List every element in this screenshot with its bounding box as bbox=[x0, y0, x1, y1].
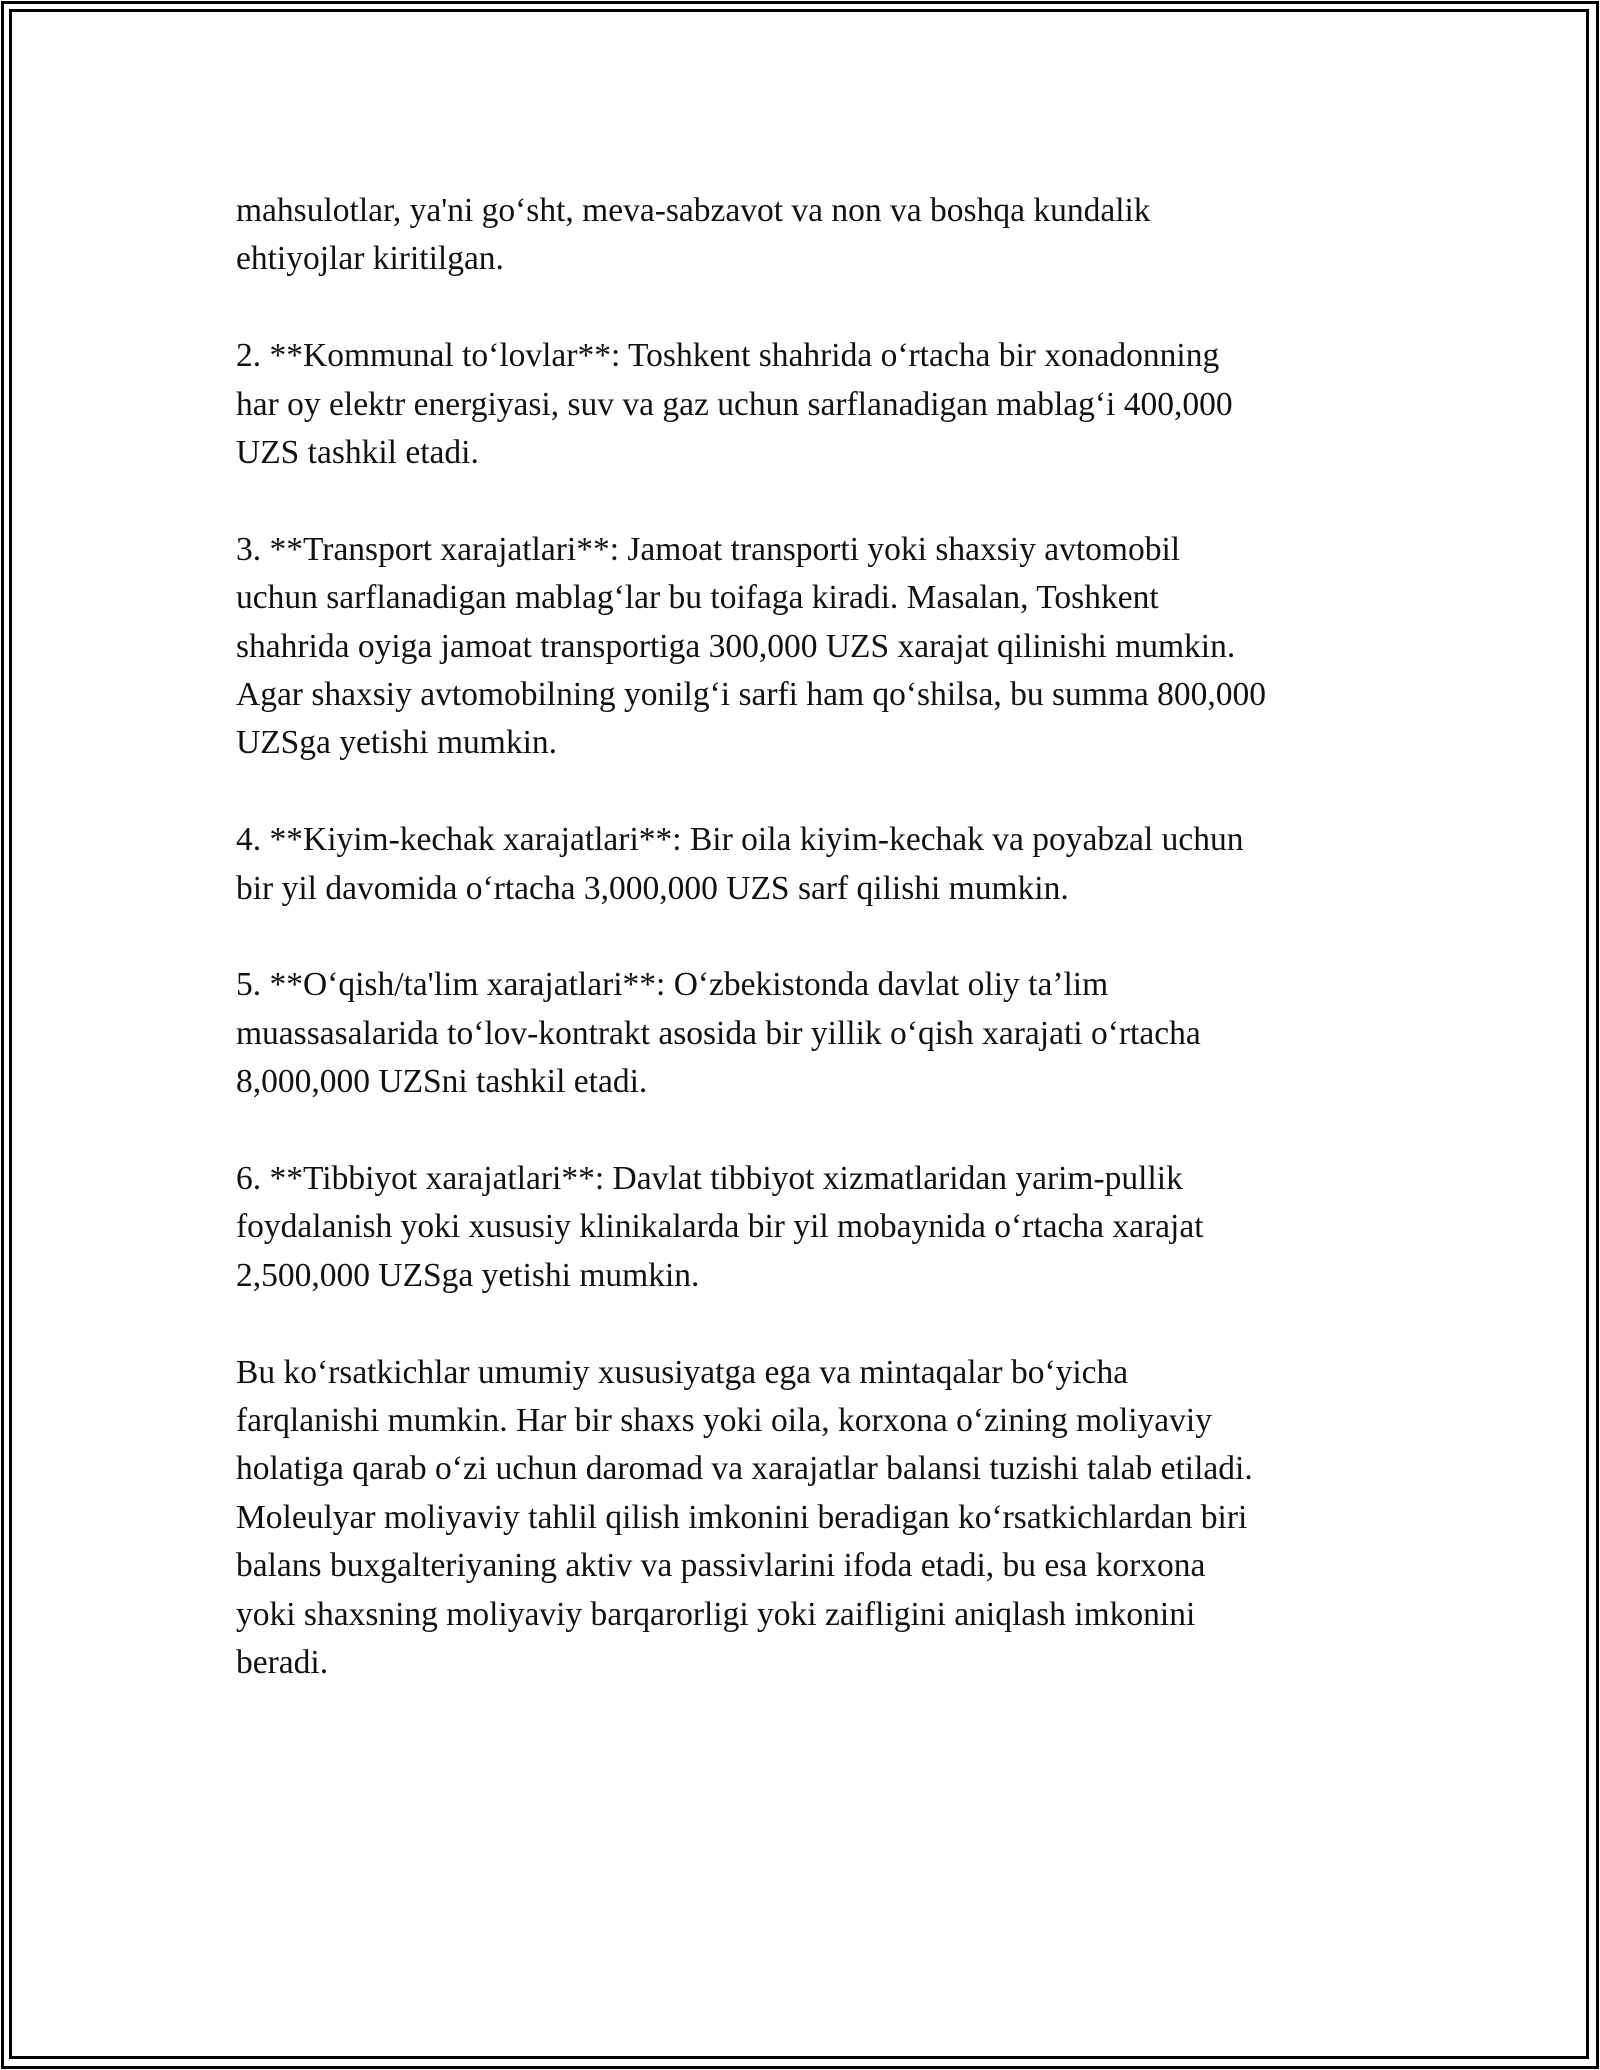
paragraph-medical: 6. **Tibbiyot xarajatlari**: Davlat tibbiyot xizmatlaridan yarim-pullik foydalanish yoki xususiy klinikalarda bir yil mobaynida o‘rtacha xarajat 2,500,000 UZSga yetishi mumkin. bbox=[236, 1160, 1204, 1294]
paragraph-food-continuation: mahsulotlar, ya'ni go‘sht, meva-sabzavot va non va boshqa kundalik ehtiyojlar kiritilgan. bbox=[236, 192, 1151, 278]
document-body bbox=[236, 187, 1376, 1688]
paragraph-summary: Bu ko‘rsatkichlar umumiy xususiyatga ega va mintaqalar bo‘yicha farqlanishi mumkin. Har bir shaxs yoki oila, korxona o‘zining moliyaviy holatiga qarab o‘zi uchun daromad va xarajatlar balansi tuzishi talab etiladi. Moleulyar moliyaviy tahlil qilish imkonini beradigan ko‘rsatkichlardan biri balans buxgalteriyaning aktiv va passivlarini ifoda etadi, bu esa korxona yoki shaxsning moliyaviy barqarorligi yoki zaifligini aniqlash imkonini beradi. bbox=[236, 1353, 1253, 1682]
paragraph-education: 5. **O‘qish/ta'lim xarajatlari**: O‘zbekistonda davlat oliy ta’lim muassasalarida to‘lov-kontrakt asosida bir yillik o‘qish xarajati o‘rtacha 8,000,000 UZSni tashkil etadi. bbox=[236, 966, 1201, 1101]
paragraph-clothing: 4. **Kiyim-kechak xarajatlari**: Bir oila kiyim-kechak va poyabzal uchun bir yil davomida o‘rtacha 3,000,000 UZS sarf qilishi mumkin. bbox=[236, 821, 1244, 907]
paragraph-transport: 3. **Transport xarajatlari**: Jamoat transporti yoki shaxsiy avtomobil uchun sarflanadigan mablag‘lar bu toifaga kiradi. Masalan, Toshkent shahrida oyiga jamoat transportiga 300,000 UZS xarajat qilinishi mumkin. Agar shaxsiy avtomobilning yonilg‘i sarfi ham qo‘shilsa, bu summa 800,000 UZSga yetishi mumkin. bbox=[236, 530, 1267, 762]
paragraph-utilities: 2. **Kommunal to‘lovlar**: Toshkent shahrida o‘rtacha bir xonadonning har oy elektr energiyasi, suv va gaz uchun sarflanadigan mablag‘i 400,000 UZS tashkil etadi. bbox=[236, 337, 1233, 472]
